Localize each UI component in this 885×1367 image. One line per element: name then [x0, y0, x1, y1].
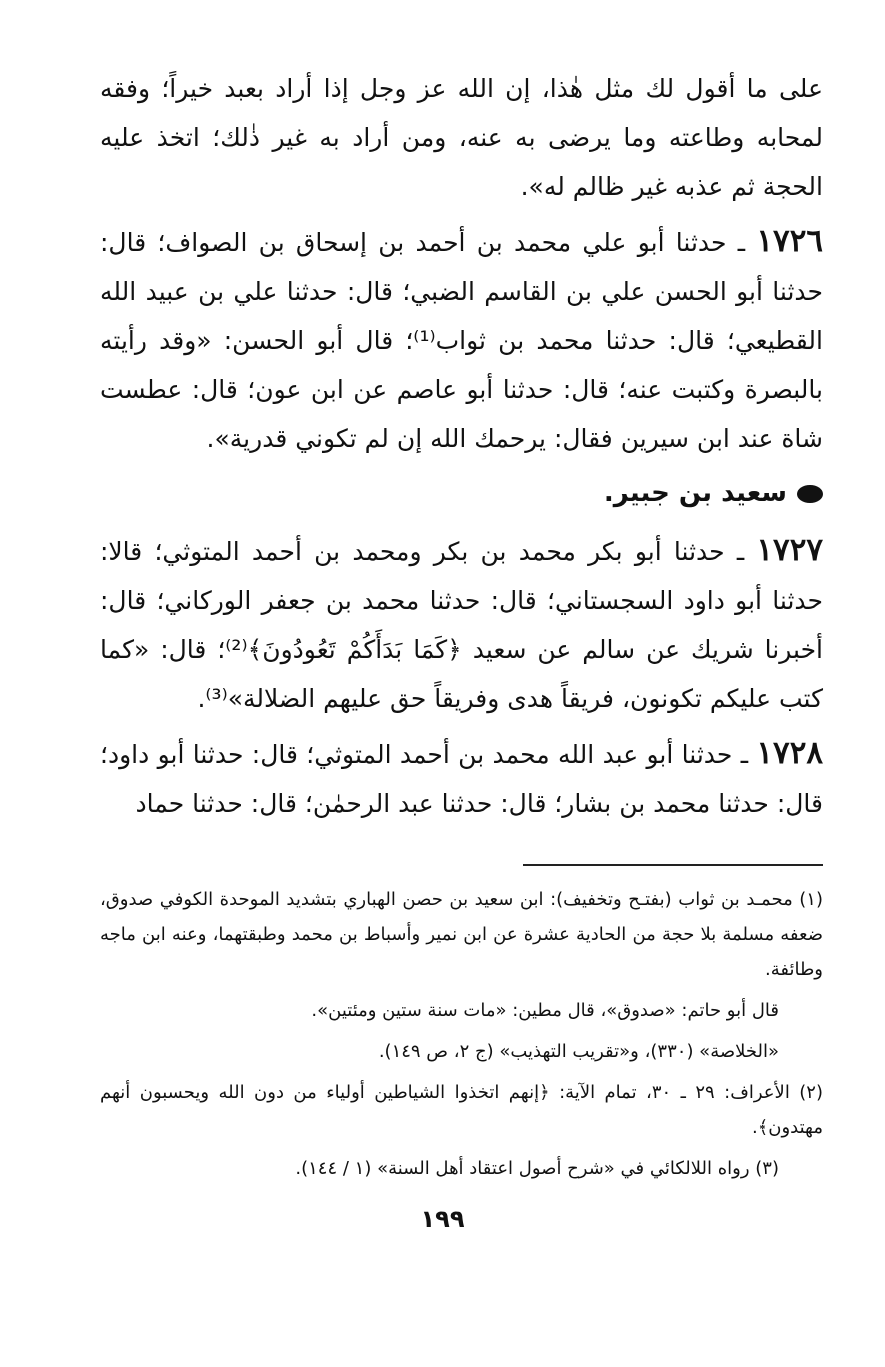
hadith-number: ١٧٢٨	[756, 735, 823, 771]
hadith-text: ـ حدثنا أبو عبد الله محمد بن أحمد المتوثي؛ قال: حدثنا أبو داود؛ قال: حدثنا محمد بن بشار؛ قال: حدثنا عبد الرحمٰن؛ قال: حدثنا حماد	[100, 740, 823, 818]
hadith-number: ١٧٢٧	[756, 532, 823, 568]
section-title: سعيد بن جبير.	[603, 478, 787, 508]
footnote-1: (١) محمـد بن ثواب (بفتـح وتخفيف): ابن سعيد بن حصن الهباري بتشديد الموحدة الكوفي صدوق، ضعفه مسلمة بلا حجة من الحادية عشرة عن ابن نمير وأسباط بن محمد وطبقتهما، وعنه ابن ماجه وطائفة.	[100, 889, 823, 980]
footnotes	[100, 882, 823, 1186]
footnote-2: (٢) الأعراف: ٢٩ ـ ٣٠، تمام الآية: ﴿إنهم اتخذوا الشياطين أولياء من دون الله ويحسبون أنهم مهتدون﴾.	[100, 1082, 823, 1138]
page-number: ١٩٩	[420, 1205, 465, 1233]
paragraph-continuation: على ما أقول لك مثل هٰذا، إن الله عز وجل إذا أراد بعبد خيراً؛ وفقه لمحابه وطاعته وما يرضى به عنه، ومن أراد به غير ذٰلك؛ اتخذ عليه الحجة ثم عذبه غير ظالم له».	[100, 74, 823, 201]
section-heading	[100, 469, 823, 518]
footnote-1-quote: قال أبو حاتم: «صدوق»، قال مطين: «مات سنة ستين ومئتين».	[311, 1000, 779, 1021]
footnote-3: (٣) رواه اللالكائي في «شرح أصول اعتقاد أهل السنة» (١ / ١٤٤).	[295, 1158, 779, 1179]
hadith-text: ـ حدثنا أبو علي محمد بن أحمد بن إسحاق بن الصواف؛ قال: حدثنا أبو الحسن علي بن القاسم الضبي؛ قال: حدثنا علي بن عبيد الله القطيعي؛ قال: حدثنا محمد بن ثواب⁽¹⁾؛ قال أبو الحسن: «وقد رأيته بالبصرة وكتبت عنه؛ قال: حدثنا أبو عاصم عن ابن عون؛ قال: عطست شاة عند ابن سيرين فقال: يرحمك الله إن لم تكوني قدرية».	[100, 228, 823, 453]
footnote-1-sources: «الخلاصة» (٣٣٠)، و«تقريب التهذيب» (ج ٢، ص ١٤٩).	[378, 1041, 779, 1062]
hadith-1726	[100, 217, 823, 463]
hadith-1727	[100, 526, 823, 723]
footnote-separator	[523, 864, 823, 866]
hadith-number: ١٧٢٦	[756, 223, 823, 259]
hadith-1728	[100, 729, 823, 828]
hadith-text: ـ حدثنا أبو بكر محمد بن بكر ومحمد بن أحمد المتوثي؛ قالا: حدثنا أبو داود السجستاني؛ قال: حدثنا محمد بن جعفر الوركاني؛ قال: أخبرنا شريك عن سالم عن سعيد ﴿كَمَا بَدَأَكُمْ تَعُودُونَ﴾⁽²⁾؛ قال: «كما كتب عليكم تكونون، فريقاً هدى وفريقاً حق عليهم الضلالة»⁽³⁾.	[100, 537, 823, 713]
main-text	[100, 64, 823, 828]
bullet-icon	[797, 485, 823, 503]
